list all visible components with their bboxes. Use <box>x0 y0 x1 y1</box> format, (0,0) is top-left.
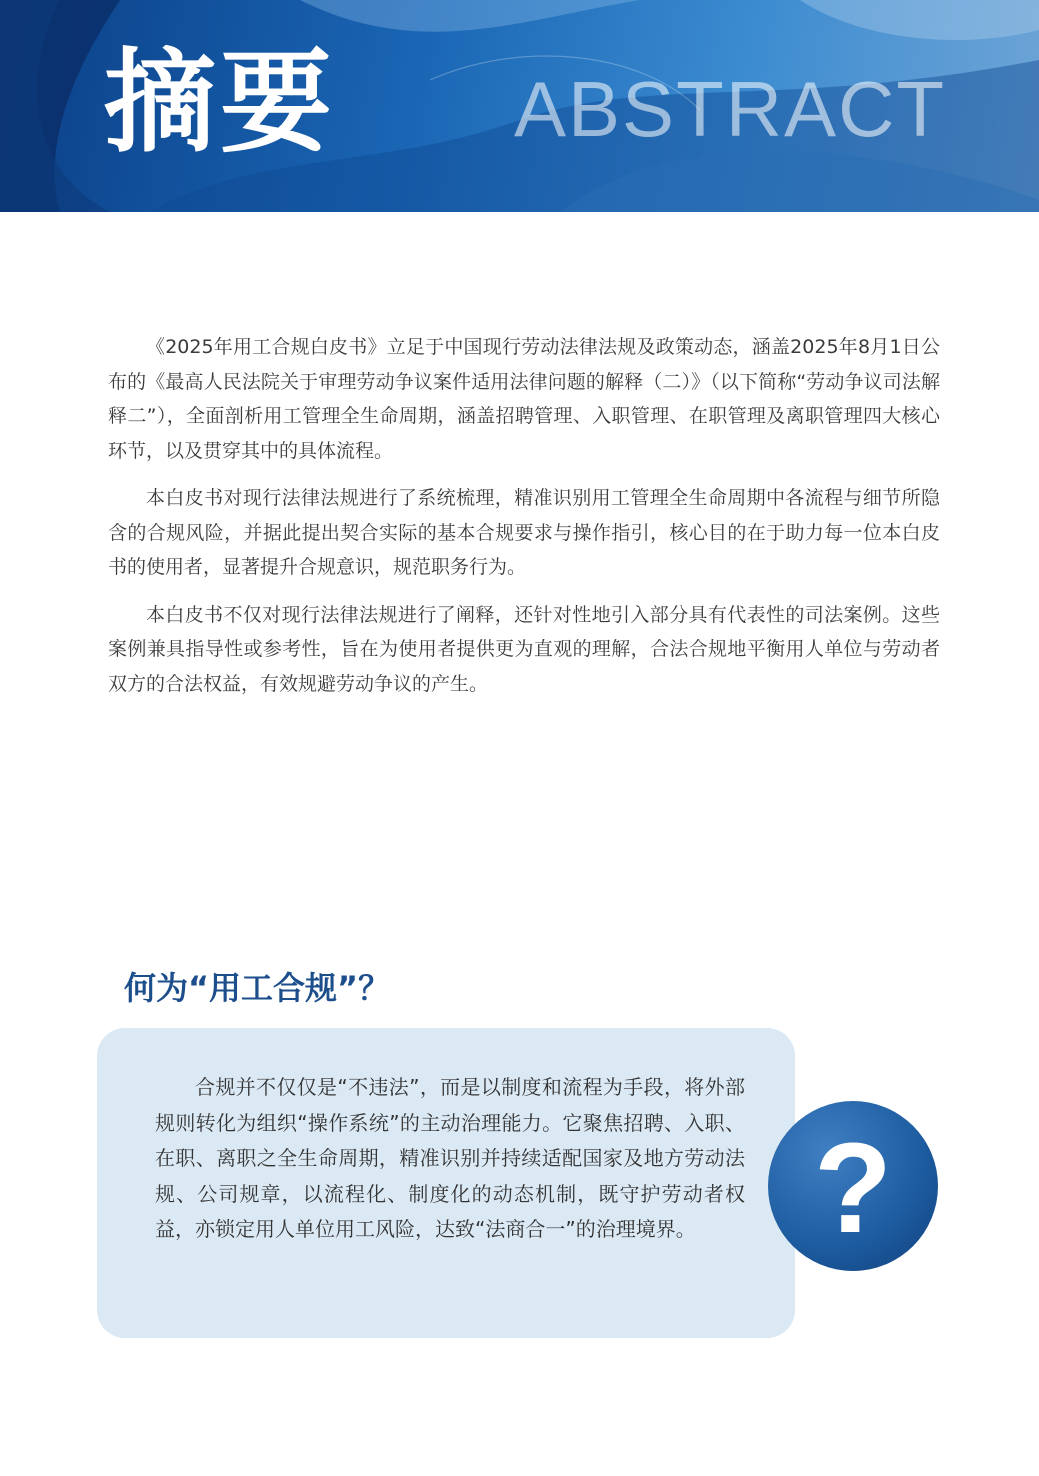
question-mark-glyph: ? <box>813 1117 893 1260</box>
header-banner <box>0 0 1039 212</box>
abstract-paragraph: 本白皮书不仅对现行法律法规进行了阐释，还针对性地引入部分具有代表性的司法案例。这些案例兼具指导性或参考性，旨在为使用者提供更为直观的理解，合法合规地平衡用人单位与劳动者双方的合法权益，有效规避劳动争议的产生。 <box>108 603 940 695</box>
abstract-body <box>108 330 940 714</box>
section-heading: 何为“用工合规”？ <box>124 969 391 1007</box>
definition-text: 合规并不仅仅是“不违法”，而是以制度和流程为手段，将外部规则转化为组织“操作系统”的主动治理能力。它聚焦招聘、入职、在职、离职之全生命周期，精准识别并持续适配国家及地方劳动法规、公司规章，以流程化、制度化的动态机制，既守护劳动者权益，亦锁定用人单位用工风险，达致“法商合一”的治理境界。 <box>155 1075 745 1241</box>
abstract-paragraph: 本白皮书对现行法律法规进行了系统梳理，精准识别用工管理全生命周期中各流程与细节所隐含的合规风险，并据此提出契合实际的基本合规要求与操作指引，核心目的在于助力每一位本白皮书的使用者，显著提升合规意识，规范职务行为。 <box>108 487 940 578</box>
question-mark-icon <box>768 1101 938 1271</box>
page-title: 摘要 <box>104 38 336 168</box>
page-title-english: ABSTRACT <box>514 65 947 153</box>
abstract-paragraph: 《2025年用工合规白皮书》立足于中国现行劳动法律法规及政策动态，涵盖2025年8月1日公布的《最高人民法院关于审理劳动争议案件适用法律问题的解释（二）》（以下简称“劳动争议司法解释二”），全面剖析用工管理全生命周期，涵盖招聘管理、入职管理、在职管理及离职管理四大核心环节，以及贯穿其中的具体流程。 <box>108 336 940 462</box>
